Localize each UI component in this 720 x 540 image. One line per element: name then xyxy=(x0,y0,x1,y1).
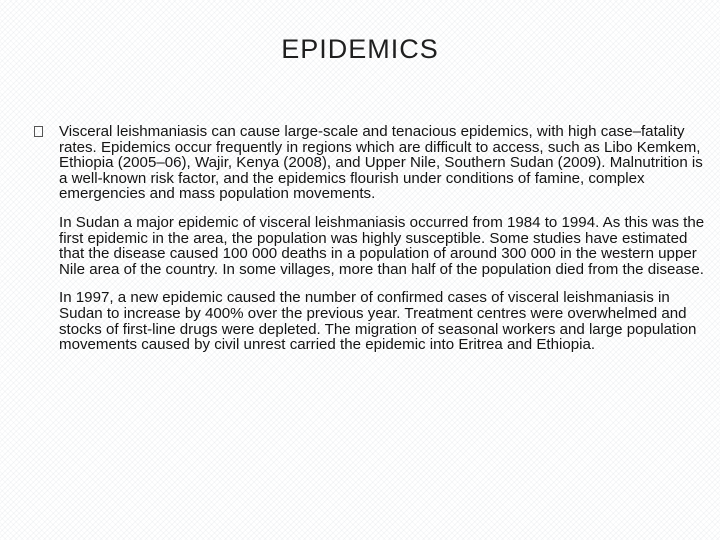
paragraph-text: In Sudan a major epidemic of visceral leishmaniasis occurred from 1984 to 1994. As this was the first epidemic in the area, the population was highly susceptible. Some studies have estimated that the disease caused 100 000 deaths in a population of around 300 000 in the western upper Nile area of the country. In some villages, more than half of the population died from the disease. xyxy=(59,213,705,278)
paragraph xyxy=(34,290,706,352)
paragraph-text: In 1997, a new epidemic caused the number of confirmed cases of visceral leishmaniasis in Sudan to increase by 400% over the previous year. Treatment centres were overwhelmed and stocks of first-line drugs were depleted. The migration of seasonal workers and large population movements caused by civil unrest carried the epidemic into Eritrea and Ethiopia. xyxy=(59,289,697,354)
slide-body xyxy=(34,124,706,366)
paragraph xyxy=(34,215,706,277)
bullet-paragraph xyxy=(34,124,706,202)
slide-title: EPIDEMICS xyxy=(281,34,439,64)
paragraph-text: Visceral leishmaniasis can cause large-scale and tenacious epidemics, with high case–fatality rates. Epidemics occur frequently in regions which are difficult to access, such as Libo Kemkem, Ethiopia (2005–06), Wajir, Kenya (2008), and Upper Nile, Southern Sudan (2009). Malnutrition is a well-known risk factor, and the epidemics flourish under conditions of famine, complex emergencies and mass population movements. xyxy=(59,123,703,203)
bullet-box-icon xyxy=(34,126,43,137)
